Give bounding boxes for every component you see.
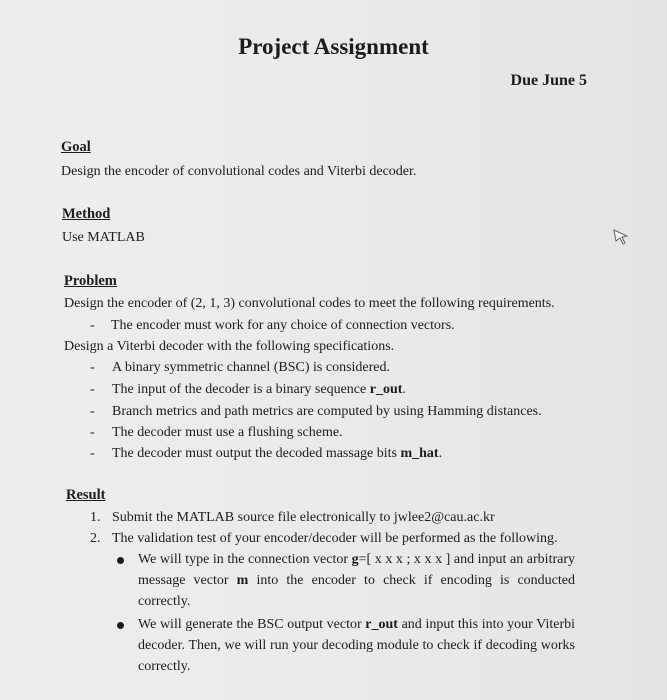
goal-text: Design the encoder of convolutional codes and Viterbi decoder.	[61, 164, 417, 179]
bullet-dot	[117, 557, 124, 564]
method-text: Use MATLAB	[62, 230, 145, 245]
bullet-1-part-1: We will type in the connection vector	[138, 552, 352, 567]
result-item-2: The validation test of your encoder/decoder will be performed as the following.	[112, 531, 558, 546]
decoder-spec-5	[112, 446, 442, 462]
m-var: m	[236, 573, 249, 588]
page-title: Project Assignment	[238, 34, 429, 59]
bullet-dot	[117, 622, 124, 629]
list-dash: -	[90, 318, 95, 333]
list-dash: -	[90, 425, 95, 440]
result-heading: Result	[66, 487, 106, 503]
goal-heading: Goal	[61, 139, 91, 155]
bullet-1-part-3: into the encoder to check if encoding is conducted correctly.	[138, 573, 575, 609]
problem-line-2: Design a Viterbi decoder with the following specifications.	[64, 339, 395, 354]
mouse-cursor-icon	[612, 227, 630, 247]
r-out-var: r_out	[365, 617, 398, 632]
encoder-requirement: The encoder must work for any choice of connection vectors.	[111, 318, 455, 333]
m-hat-var: m_hat	[400, 446, 439, 461]
list-dash: -	[90, 382, 95, 397]
list-dash: -	[90, 446, 95, 461]
due-date: Due June 5	[510, 72, 587, 89]
r-out-var: r_out	[369, 382, 403, 397]
period: .	[438, 446, 443, 461]
method-heading: Method	[62, 206, 111, 222]
bullet-1-part-2: =[ x x x ; x x x ] and input an arbitrary message vector	[138, 552, 575, 588]
list-dash: -	[90, 404, 95, 419]
decoder-spec-4: The decoder must use a flushing scheme.	[112, 425, 343, 440]
decoder-spec-3: Branch metrics and path metrics are computed by using Hamming distances.	[112, 404, 542, 419]
problem-heading: Problem	[64, 273, 117, 289]
g-var: g	[351, 552, 359, 567]
bullet-2-part-2: and input this into your Viterbi decoder. Then, we will run your decoding module to check if decoding works correctly.	[138, 617, 575, 674]
bullet-2-part-1: We will generate the BSC output vector	[138, 617, 366, 632]
period: .	[402, 382, 406, 397]
result-number-1: 1.	[90, 510, 101, 525]
decoder-spec-5-text: The decoder must output the decoded massage bits	[112, 446, 401, 461]
result-bullet-2	[138, 614, 575, 677]
list-dash: -	[90, 360, 95, 375]
problem-line-1: Design the encoder of (2, 1, 3) convolutional codes to meet the following requirements.	[64, 296, 555, 311]
result-bullet-1	[138, 549, 575, 612]
result-number-2: 2.	[90, 531, 101, 546]
decoder-spec-2	[112, 382, 406, 398]
result-item-1: Submit the MATLAB source file electronically to jwlee2@cau.ac.kr	[112, 510, 495, 525]
decoder-spec-2-text: The input of the decoder is a binary sequence	[112, 382, 370, 397]
decoder-spec-1: A binary symmetric channel (BSC) is considered.	[112, 360, 390, 375]
